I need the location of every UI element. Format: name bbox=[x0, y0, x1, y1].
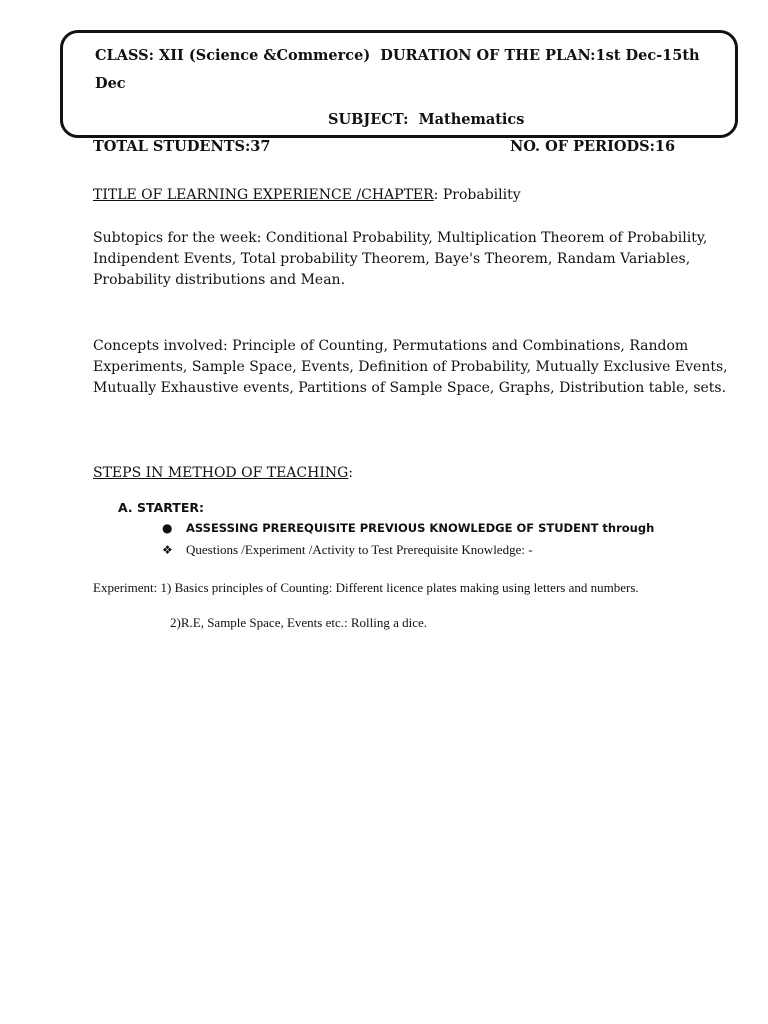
chapter-title-value: : Probability bbox=[433, 187, 521, 203]
chapter-title-label: TITLE OF LEARNING EXPERIENCE /CHAPTER bbox=[93, 187, 434, 203]
concepts-paragraph bbox=[93, 336, 733, 399]
chapter-title bbox=[93, 185, 733, 206]
subject-value: Mathematics bbox=[418, 111, 525, 128]
diamond-bullet-icon: ❖ bbox=[162, 543, 173, 557]
concepts-label: Concepts involved: bbox=[93, 338, 228, 354]
bullet-questions bbox=[162, 541, 533, 559]
bullet-prerequisite-text: ASSESSING PREREQUISITE PREVIOUS KNOWLEDGE OF STUDENT through bbox=[186, 521, 655, 535]
steps-heading bbox=[93, 463, 733, 484]
bullet-questions-text: Questions /Experiment /Activity to Test Prerequisite Knowledge: - bbox=[186, 542, 533, 557]
steps-heading-suffix: : bbox=[348, 465, 354, 481]
experiment-line-2: 2)R.E, Sample Space, Events etc.: Rolling a dice. bbox=[170, 615, 428, 630]
subtopics-label: Subtopics for the week: bbox=[93, 230, 262, 246]
duration-continuation: Dec bbox=[95, 75, 126, 92]
subject-label: SUBJECT: bbox=[328, 111, 409, 128]
experiment-line-1: Experiment: 1) Basics principles of Counting: Different licence plates making using letters and numbers. bbox=[93, 580, 639, 595]
number-of-periods: NO. OF PERIODS:16 bbox=[510, 138, 676, 155]
bullet-prerequisite bbox=[162, 519, 654, 537]
steps-heading-label: STEPS IN METHOD OF TEACHING bbox=[93, 465, 349, 481]
class-label: CLASS: XII (Science &Commerce) bbox=[95, 47, 371, 64]
total-students: TOTAL STUDENTS:37 bbox=[93, 138, 271, 155]
header-line-class-duration bbox=[95, 42, 725, 70]
duration-label: DURATION OF THE PLAN:1st Dec-15th bbox=[380, 47, 700, 64]
subtopics-paragraph bbox=[93, 228, 733, 291]
subtopics-text: Conditional Probability, Multiplication Theorem of Probability, Indipendent Events, Total probability Theorem, Baye's Theorem, Randam Variables, Probability distributions and Mean. bbox=[93, 230, 708, 288]
subject-line bbox=[328, 109, 524, 131]
dot-bullet-icon: ● bbox=[162, 521, 173, 535]
starter-heading: A. STARTER: bbox=[118, 500, 204, 515]
concepts-text: Principle of Counting, Permutations and Combinations, Random Experiments, Sample Space, Events, Definition of Probability, Mutually Exclusive Events, Mutually Exhaustive events, Partitions of Sample Space, Graphs, Distribution table, sets. bbox=[93, 338, 728, 396]
header-box bbox=[60, 30, 738, 138]
